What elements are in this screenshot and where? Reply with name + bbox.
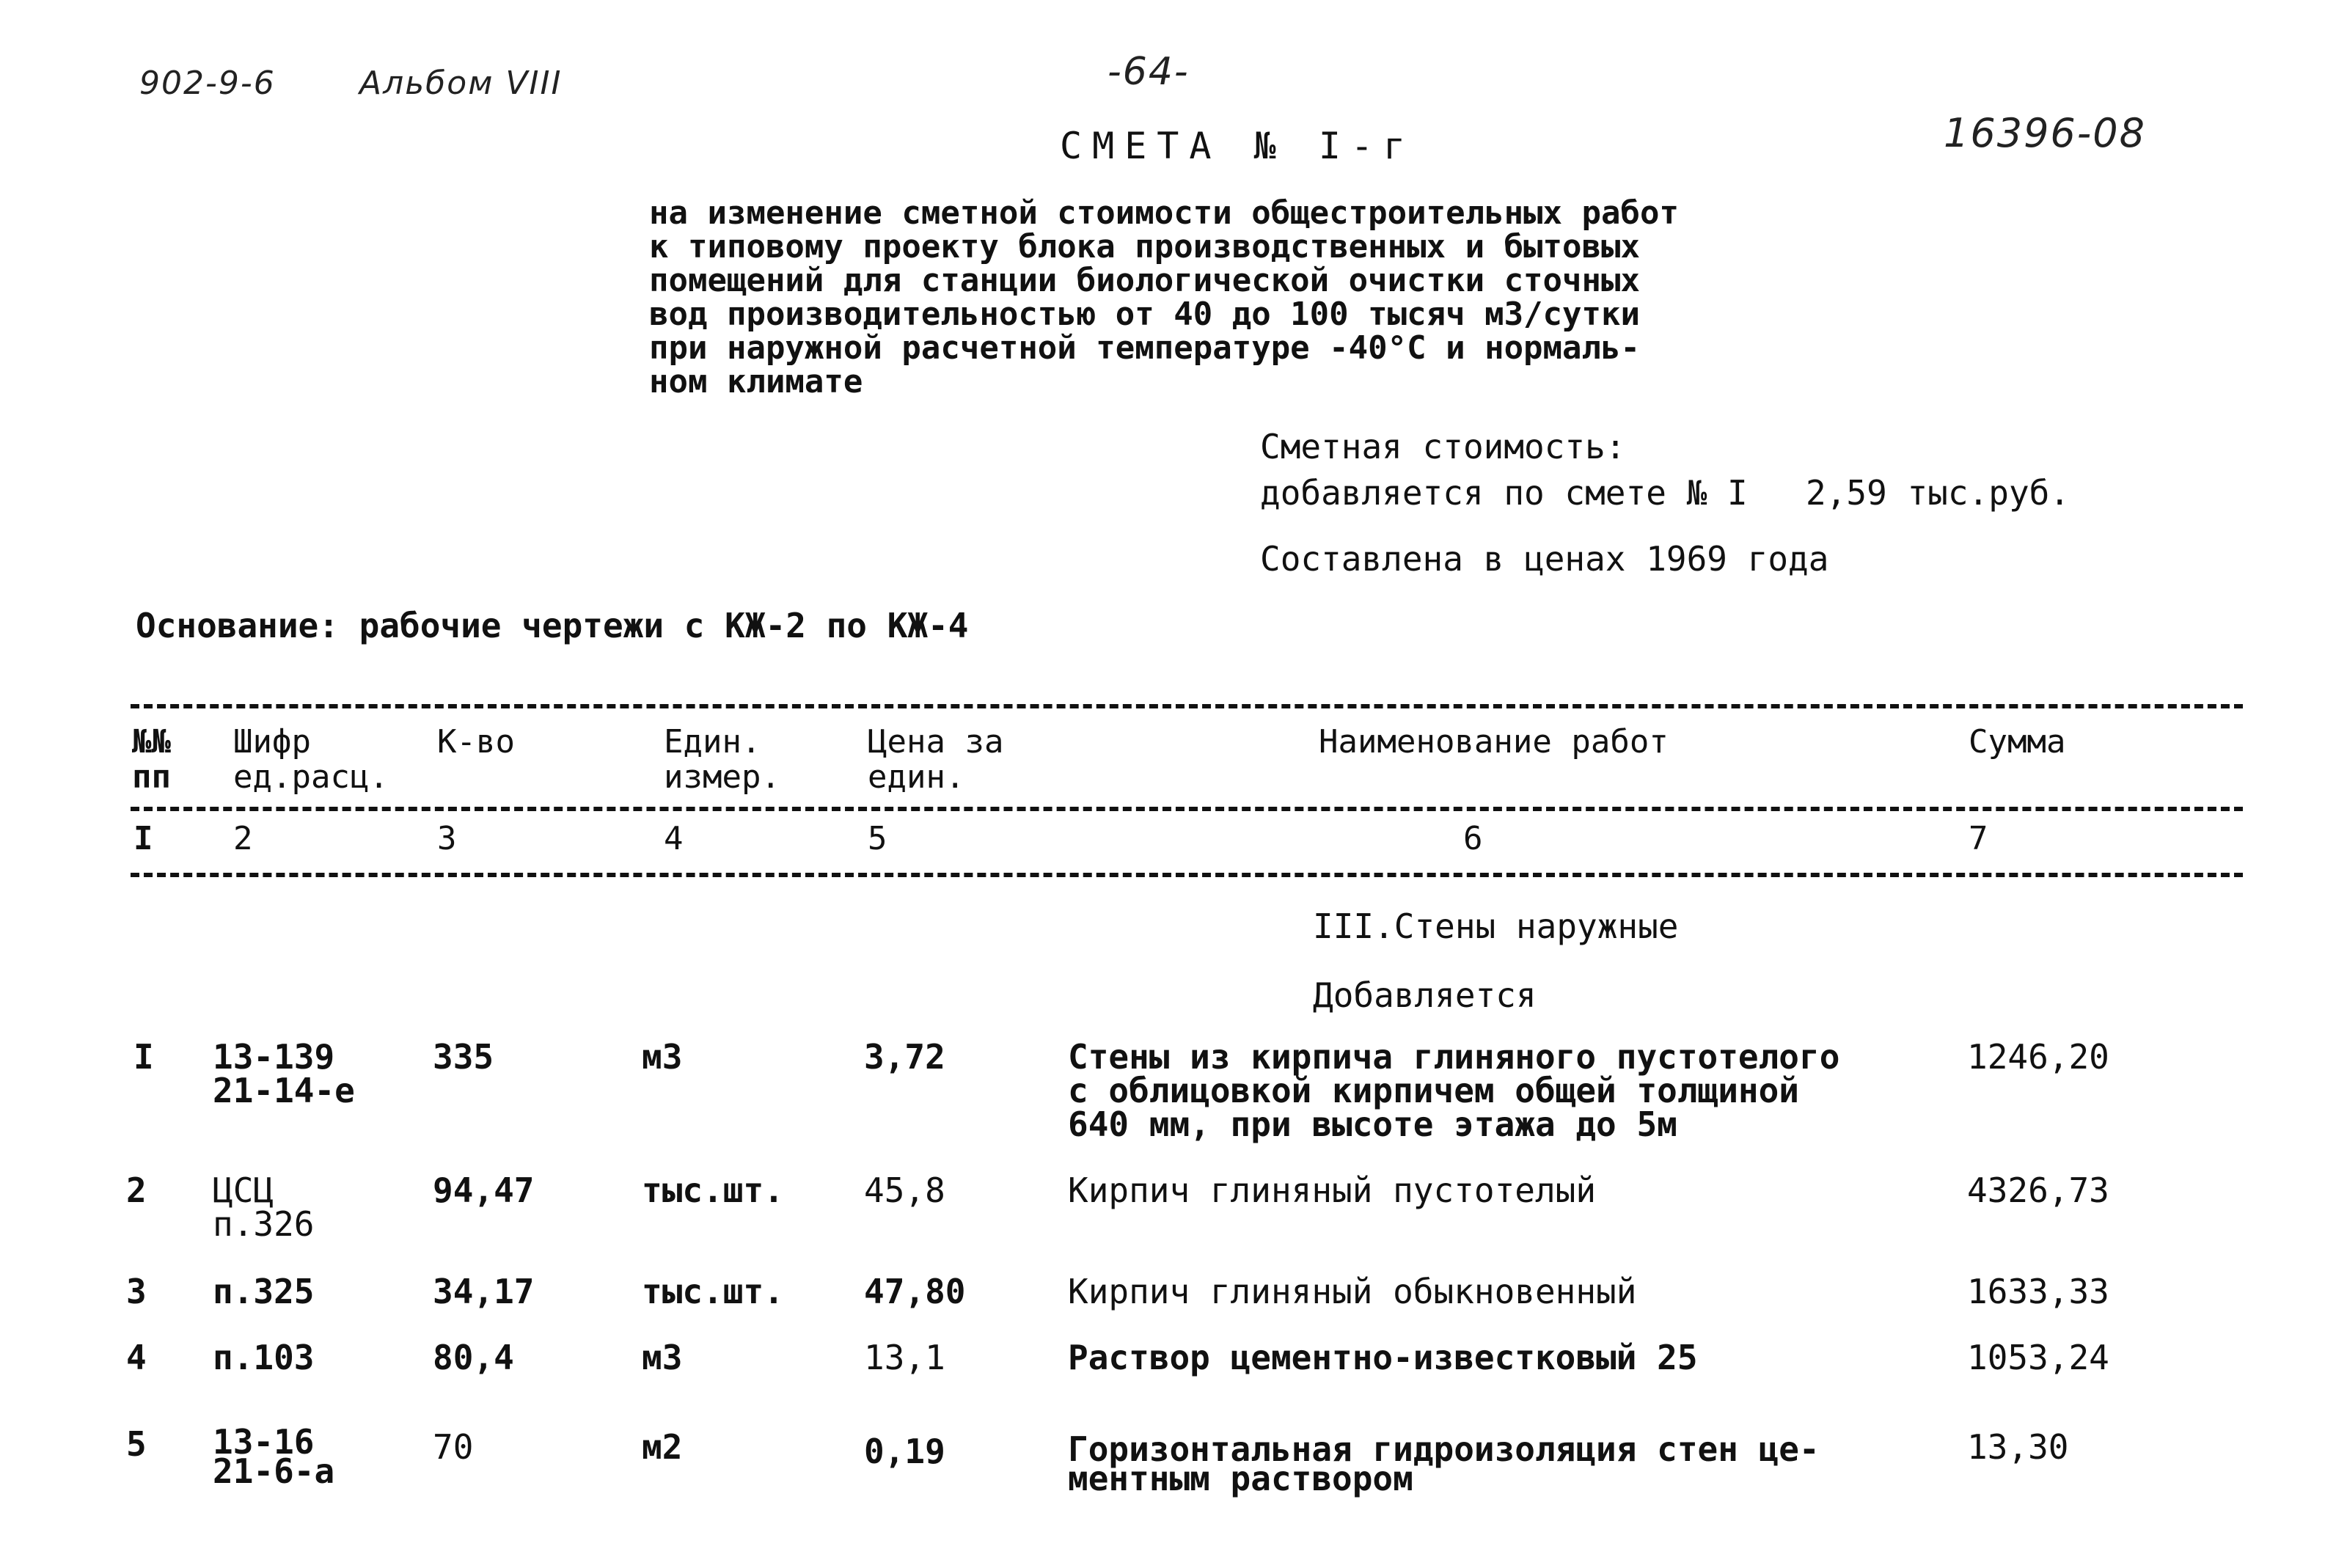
cost-added-line: добавляется по смете № I [1260, 473, 1748, 513]
inventory-number: 16396-08 [1944, 110, 2146, 156]
row-sum: 1633,33 [1967, 1272, 2109, 1311]
row-name: Стены из кирпича глиняного пустотелого с облицовкой кирпичем общей толщиной 640 мм, при высоте этажа до 5м [1068, 1037, 1840, 1144]
album-label: Альбом VIII [359, 65, 563, 102]
row-unit: м2 [642, 1427, 683, 1467]
col-num-3: 3 [437, 820, 457, 857]
prices-year: Составлена в ценах 1969 года [1260, 539, 1829, 579]
table-top-rule [131, 704, 2243, 708]
row-qty: 80,4 [433, 1338, 514, 1377]
row-price: 47,80 [864, 1272, 966, 1311]
row-code: 13-16 21-6-а [213, 1422, 335, 1491]
col-header-no: №№ пп [132, 723, 171, 796]
row-sum: 4326,73 [1967, 1170, 2109, 1210]
row-sum: 13,30 [1967, 1427, 2069, 1467]
row-qty: 70 [433, 1427, 474, 1467]
row-qty: 94,47 [433, 1170, 535, 1210]
row-code: п.325 [213, 1272, 315, 1311]
row-name: Кирпич глиняный обыкновенный [1068, 1272, 1637, 1311]
col-num-1: I [133, 820, 153, 857]
col-num-4: 4 [664, 820, 684, 857]
col-num-5: 5 [868, 820, 887, 857]
row-price: 3,72 [864, 1037, 945, 1077]
page-title: СМЕТА № I-г [1060, 125, 1416, 167]
basis-line: Основание: рабочие чертежи с КЖ-2 по КЖ-4 [136, 606, 969, 645]
row-no: 5 [126, 1424, 147, 1464]
page-number: -64- [1107, 50, 1190, 94]
col-num-7: 7 [1969, 820, 1988, 857]
col-header-code: Шифр ед.расц. [233, 723, 389, 796]
doc-code: 902-9-6 [139, 65, 276, 102]
row-qty: 335 [433, 1037, 494, 1077]
row-name: Кирпич глиняный пустотелый [1068, 1170, 1597, 1210]
row-unit: м3 [642, 1338, 683, 1377]
header-bottom-rule [131, 873, 2243, 877]
col-header-qty: К-во [437, 723, 515, 761]
header-mid-rule [131, 807, 2243, 811]
section-subtitle: Добавляется [1313, 975, 1537, 1015]
row-unit: тыс.шт. [642, 1272, 784, 1311]
row-name: Раствор цементно-известковый 25 [1068, 1338, 1698, 1377]
section-title: III.Стены наружные [1313, 906, 1679, 946]
row-unit: м3 [642, 1037, 683, 1077]
col-num-6: 6 [1463, 820, 1483, 857]
estimate-description: на изменение сметной стоимости общестроительных работ к типовому проекту блока производственных и бытовых помещений для станции биологической очистки сточных вод производительностью от 40 до 100 тысяч м3/сутки при наружной расчетной температуре -40°С и нормаль- ном климате [649, 194, 1679, 400]
row-no: 4 [126, 1338, 147, 1377]
col-header-price: Цена за един. [868, 723, 1004, 796]
row-sum: 1053,24 [1967, 1338, 2109, 1377]
row-no: 3 [126, 1272, 147, 1311]
row-price: 0,19 [864, 1432, 945, 1471]
row-code: п.103 [213, 1338, 315, 1377]
row-no: I [133, 1037, 154, 1077]
col-header-unit: Един. измер. [664, 723, 780, 796]
cost-added-amount: 2,59 тыс.руб. [1806, 473, 2070, 513]
row-price: 45,8 [864, 1170, 945, 1210]
col-header-name: Наименование работ [1319, 723, 1669, 761]
row-unit: тыс.шт. [642, 1170, 784, 1210]
row-code: 13-139 21-14-е [213, 1037, 355, 1110]
col-header-sum: Сумма [1969, 723, 2066, 761]
row-no: 2 [126, 1170, 147, 1210]
col-num-2: 2 [233, 820, 253, 857]
row-sum: 1246,20 [1967, 1037, 2109, 1077]
row-price: 13,1 [864, 1338, 945, 1377]
row-qty: 34,17 [433, 1272, 535, 1311]
row-name: Горизонтальная гидроизоляция стен це- ментным раствором [1068, 1429, 1820, 1498]
row-code: ЦСЦ п.326 [213, 1170, 315, 1244]
cost-label: Сметная стоимость: [1260, 427, 1626, 466]
